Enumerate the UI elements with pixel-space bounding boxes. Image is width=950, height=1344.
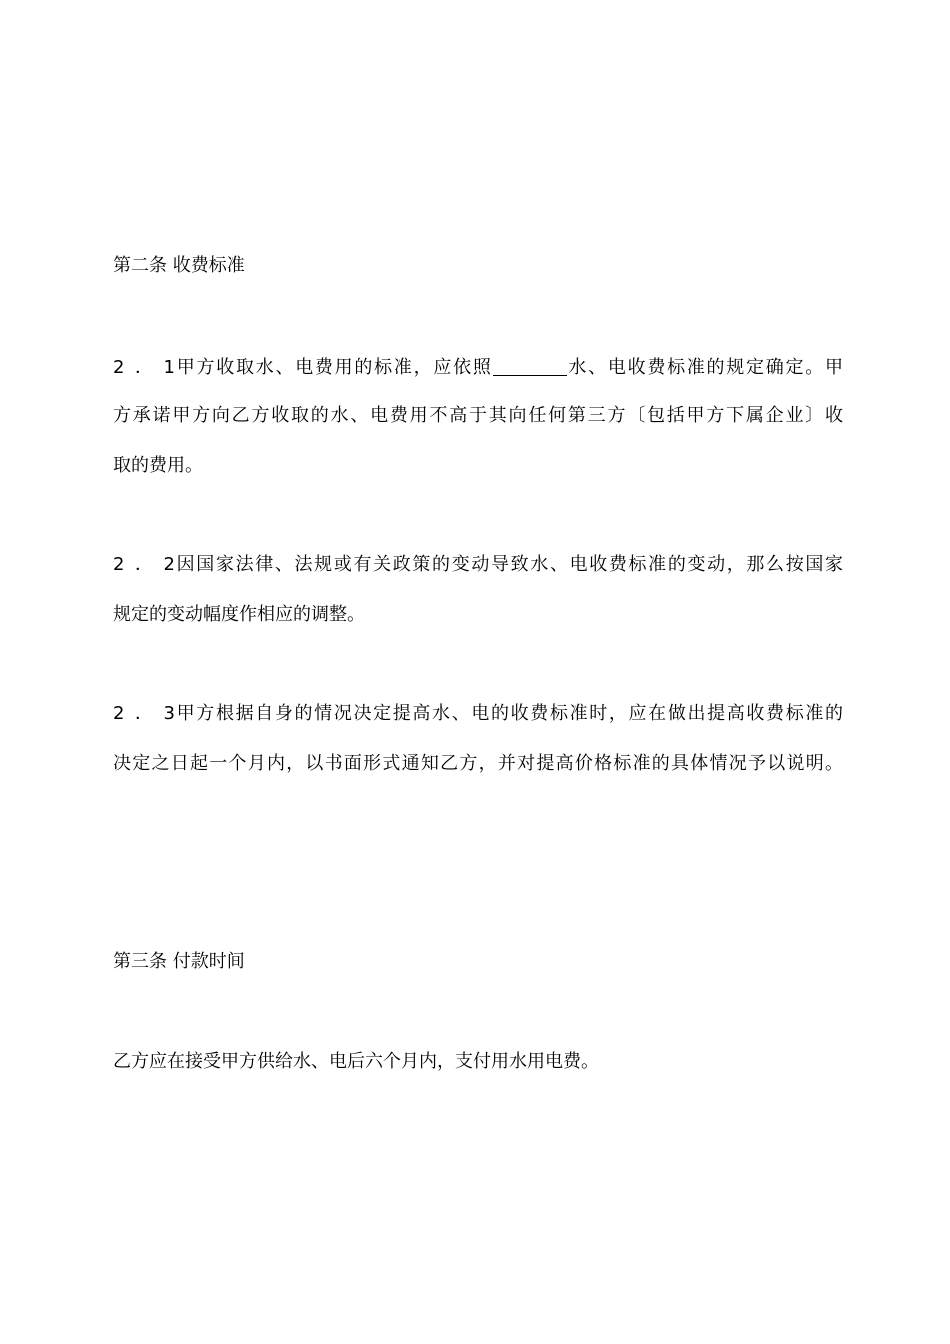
clause-2-3-number: 2．3	[113, 703, 175, 724]
clause-2-1-number: 2．1	[113, 357, 175, 378]
clause-2-1-text-a: 甲方收取水、电费用的标准，应依照	[175, 357, 493, 378]
clause-2-1-line2: 方承诺甲方向乙方收取的水、电费用不高于其向任何第三方〔包括甲方下属企业〕收	[113, 405, 843, 426]
clause-2-3-line1	[113, 705, 843, 723]
clause-2-2-text: 因国家法律、法规或有关政策的变动导致水、电收费标准的变动，那么按国家	[175, 554, 843, 575]
clause-2-3-line2: 决定之日起一个月内，以书面形式通知乙方，并对提高价格标准的具体情况予以说明。	[113, 753, 843, 774]
clause-2-2-line2: 规定的变动幅度作相应的调整。	[113, 604, 365, 625]
clause-2-1-line1	[113, 357, 843, 377]
clause-2-1-text-b: 水、电收费标准的规定确定。甲	[566, 357, 844, 378]
article3-heading: 第三条 付款时间	[113, 951, 245, 972]
fill-in-blank[interactable]	[493, 357, 567, 376]
article3-paragraph: 乙方应在接受甲方供给水、电后六个月内，支付用水用电费。	[113, 1051, 599, 1072]
article2-heading: 第二条 收费标准	[113, 255, 245, 276]
clause-2-2-line1	[113, 556, 843, 574]
clause-2-1-line3: 取的费用。	[113, 455, 203, 476]
clause-2-2-number: 2．2	[113, 554, 175, 575]
clause-2-3-text: 甲方根据自身的情况决定提高水、电的收费标准时，应在做出提高收费标准的	[175, 703, 843, 724]
